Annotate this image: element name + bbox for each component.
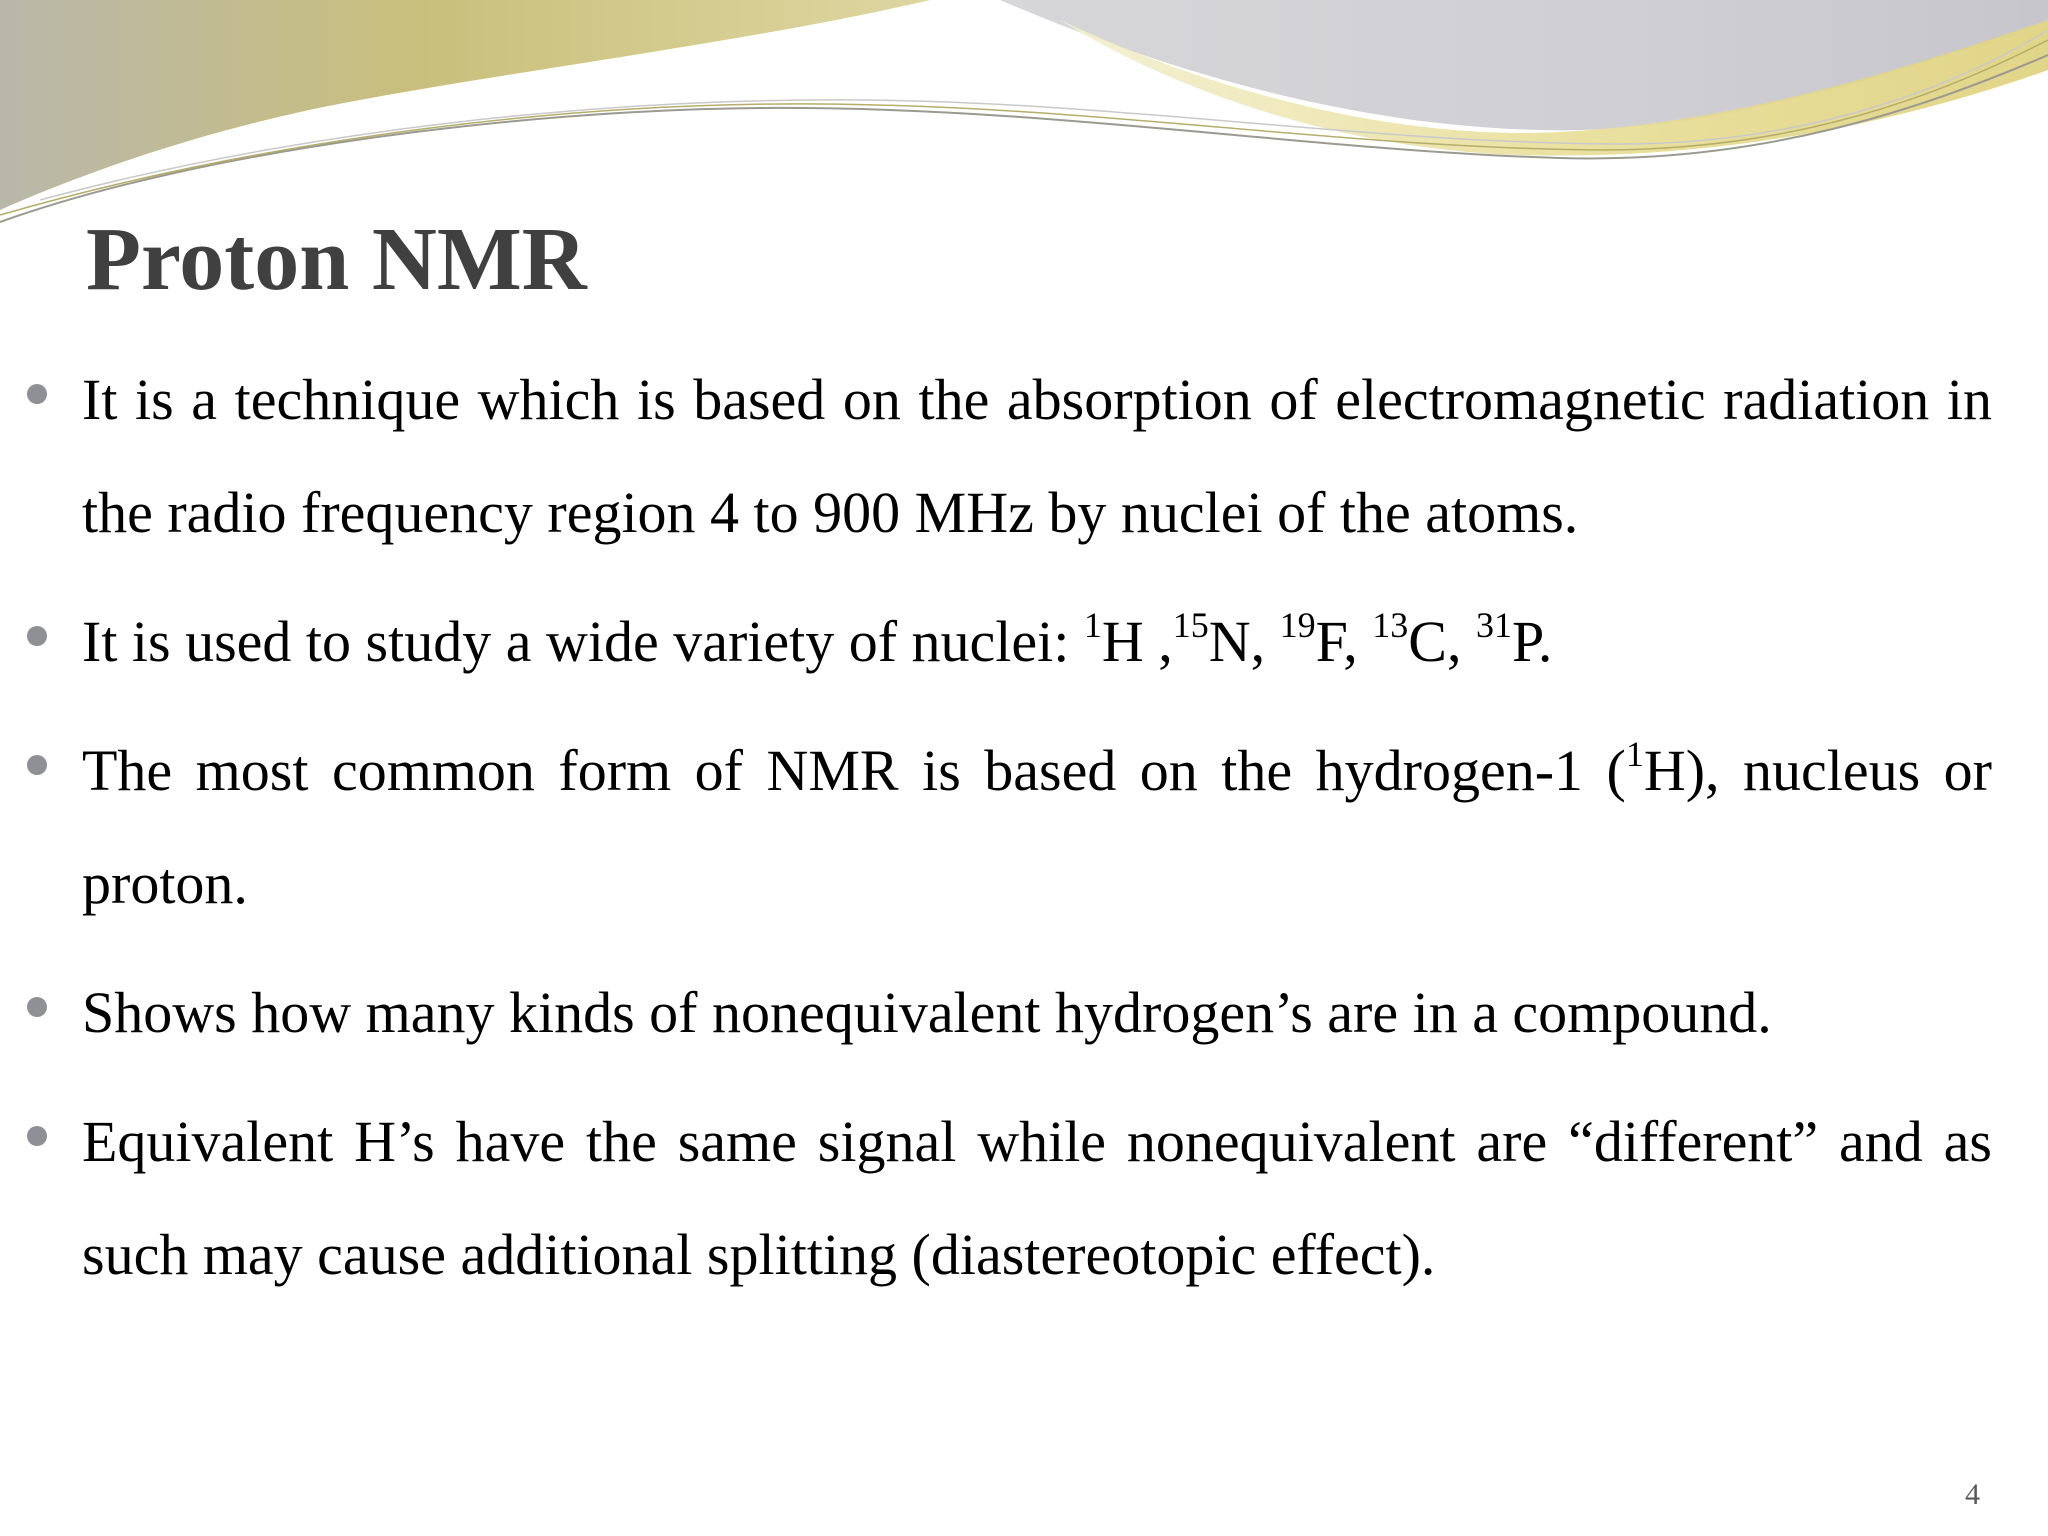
bullet-item	[0, 714, 2048, 940]
isotope-mass: 1	[1083, 605, 1102, 645]
header-wave-decoration	[0, 0, 2048, 240]
isotope-mass: 1	[1625, 734, 1644, 774]
text-before: The most common form of NMR is based on the hydrogen-1 (	[82, 738, 1626, 803]
isotope-mass: 15	[1172, 605, 1209, 645]
isotope-symbol: H ,	[1101, 609, 1173, 674]
isotope-symbol: N,	[1208, 609, 1280, 674]
slide-title: Proton NMR	[86, 210, 587, 309]
bullet-item	[0, 585, 2048, 698]
text-after: H), nucleus or proton.	[82, 738, 1992, 916]
bullet-text	[82, 585, 1992, 698]
bullet-dot-icon	[27, 384, 47, 404]
isotope-symbol: F,	[1315, 609, 1373, 674]
isotope-mass: 13	[1372, 605, 1409, 645]
bullet-text	[82, 714, 1992, 940]
bullet-list	[0, 343, 2048, 1327]
bullet-item	[0, 1085, 2048, 1311]
bullet-item	[0, 343, 2048, 569]
isotope-symbol: P.	[1511, 609, 1553, 674]
bullet-text: Equivalent H’s have the same signal while nonequivalent are “different” and as such may cause additional splitting (diastereotopic effect).	[82, 1109, 1992, 1287]
bullet-text: It is a technique which is based on the absorption of electromagnetic radiation in the radio frequency region 4 to 900 MHz by nuclei of the atoms.	[82, 367, 1992, 545]
isotope-mass: 31	[1475, 605, 1512, 645]
bullet-item	[0, 956, 2048, 1069]
nuclei-intro: It is used to study a wide variety of nuclei:	[82, 609, 1084, 674]
isotope-symbol: C,	[1408, 609, 1476, 674]
bullet-dot-icon	[27, 997, 47, 1017]
page-number: 4	[1965, 1478, 1980, 1511]
bullet-dot-icon	[27, 626, 47, 646]
bullet-text: Shows how many kinds of nonequivalent hydrogen’s are in a compound.	[82, 980, 1772, 1045]
bullet-dot-icon	[27, 1126, 47, 1146]
isotope-mass: 19	[1279, 605, 1316, 645]
bullet-dot-icon	[27, 755, 47, 775]
